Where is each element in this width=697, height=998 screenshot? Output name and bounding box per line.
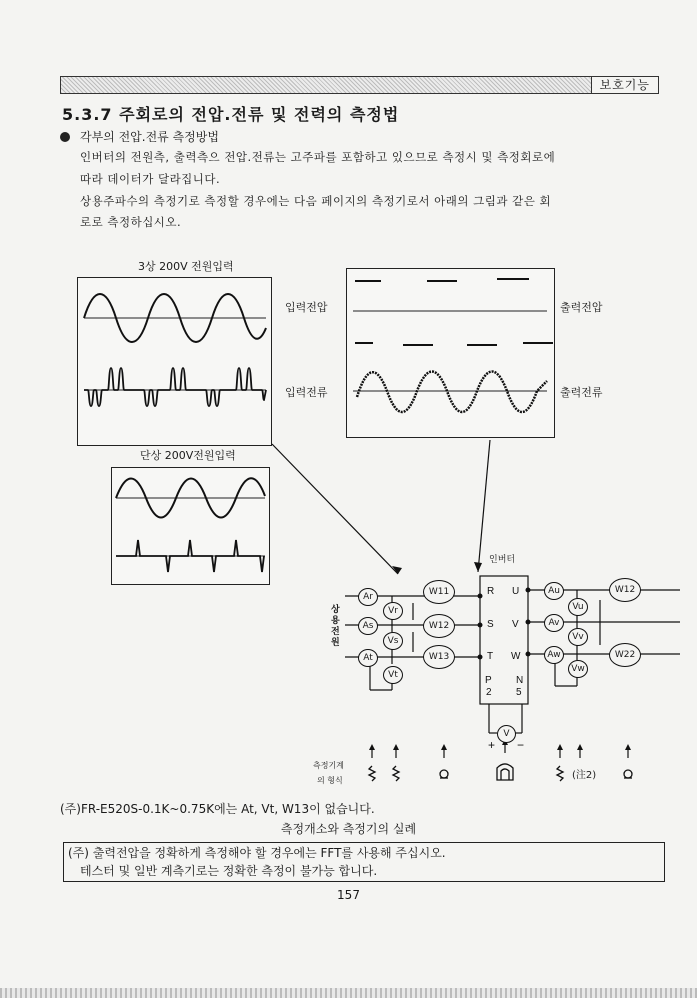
paragraph-line: 따라 데이터가 달라집니다. bbox=[80, 172, 221, 186]
voltmeter-V-dc: V bbox=[497, 725, 516, 743]
single-phase-label: 단상 200V전원입력 bbox=[140, 449, 236, 462]
inverter-label: 인버터 bbox=[489, 555, 516, 565]
output-voltage-label: 출력전압 bbox=[560, 301, 603, 314]
meter-type-label-1: 측정기계 bbox=[313, 761, 344, 770]
paragraph-line: 상용주파수의 측정기로 측정할 경우에는 다음 페이지의 측정기로서 아래의 그림과 같은 회 bbox=[80, 194, 552, 208]
rectifier-icon bbox=[497, 764, 513, 780]
voltmeter-Vv: Vv bbox=[568, 628, 588, 646]
terminal-N5: 5 bbox=[516, 687, 522, 698]
terminal-N: N bbox=[516, 675, 524, 686]
moving-iron-icon bbox=[369, 766, 375, 781]
wattmeter-W12-output: W12 bbox=[609, 578, 641, 602]
ammeter-As: As bbox=[358, 617, 378, 635]
section-title: 5.3.7 주회로의 전압.전류 및 전력의 측정법 bbox=[62, 105, 400, 124]
note2-label: (注2) bbox=[572, 770, 597, 781]
terminal-T: T bbox=[487, 651, 494, 662]
paragraph-line: 로로 측정하십시오. bbox=[80, 215, 182, 229]
terminal-P: P bbox=[485, 675, 492, 686]
subsection-title: 각부의 전압.전류 측정방법 bbox=[80, 130, 219, 144]
voltmeter-Vu: Vu bbox=[568, 598, 588, 616]
electrodynamometer-icon bbox=[440, 770, 448, 778]
moving-iron-icon bbox=[557, 766, 563, 781]
input-voltage-label: 입력전압 bbox=[285, 301, 328, 314]
ammeter-Au: Au bbox=[544, 582, 564, 600]
terminal-R: R bbox=[487, 586, 495, 597]
figure-caption: 측정개소와 측정기의 실례 bbox=[280, 822, 417, 836]
meter-type-label-2: 의 형식 bbox=[317, 776, 343, 785]
terminal-V: V bbox=[512, 619, 519, 630]
electrodynamometer-icon bbox=[624, 770, 632, 778]
voltmeter-Vs: Vs bbox=[383, 632, 403, 650]
header-label: 보호기능 bbox=[591, 76, 659, 94]
wattmeter-W22: W22 bbox=[609, 643, 641, 667]
voltmeter-Vw: Vw bbox=[568, 660, 588, 678]
ammeter-At: At bbox=[358, 649, 378, 667]
input-current-label: 입력전류 bbox=[285, 386, 328, 399]
paragraph-line: 인버터의 전원측, 출력측으 전압.전류는 고주파를 포함하고 있으므로 측정시 및 측정회로에 bbox=[80, 150, 556, 164]
output-current-label: 출력전류 bbox=[560, 386, 603, 399]
moving-iron-icon bbox=[393, 766, 399, 781]
note-line-2: 테스터 및 일반 계측기로는 정확한 측정이 불가능 합니다. bbox=[80, 864, 378, 878]
wattmeter-W11: W11 bbox=[423, 580, 455, 604]
ammeter-Aw: Aw bbox=[544, 646, 564, 664]
terminal-P2: 2 bbox=[486, 687, 492, 698]
wattmeter-W13: W13 bbox=[423, 645, 455, 669]
scan-edge bbox=[0, 988, 697, 998]
source-label: 상용전원 bbox=[331, 605, 340, 648]
page-number: 157 bbox=[337, 888, 360, 902]
note-line-1: (주) 출력전압을 정확하게 측정해야 할 경우에는 FFT를 사용해 주십시오. bbox=[68, 846, 446, 860]
footnote: (주)FR-E520S-0.1K~0.75K에는 At, Vt, W13이 없습니다. bbox=[60, 802, 375, 816]
minus-sign: − bbox=[517, 738, 525, 752]
terminal-U: U bbox=[512, 586, 520, 597]
terminal-S: S bbox=[487, 619, 494, 630]
wattmeter-W12-input: W12 bbox=[423, 614, 455, 638]
three-phase-label: 3상 200V 전원입력 bbox=[138, 260, 234, 273]
ammeter-Ar: Ar bbox=[358, 588, 378, 606]
voltmeter-Vr: Vr bbox=[383, 602, 403, 620]
terminal-W: W bbox=[511, 651, 521, 662]
plus-sign: + bbox=[488, 738, 496, 752]
voltmeter-Vt: Vt bbox=[383, 666, 403, 684]
ammeter-Av: Av bbox=[544, 614, 564, 632]
